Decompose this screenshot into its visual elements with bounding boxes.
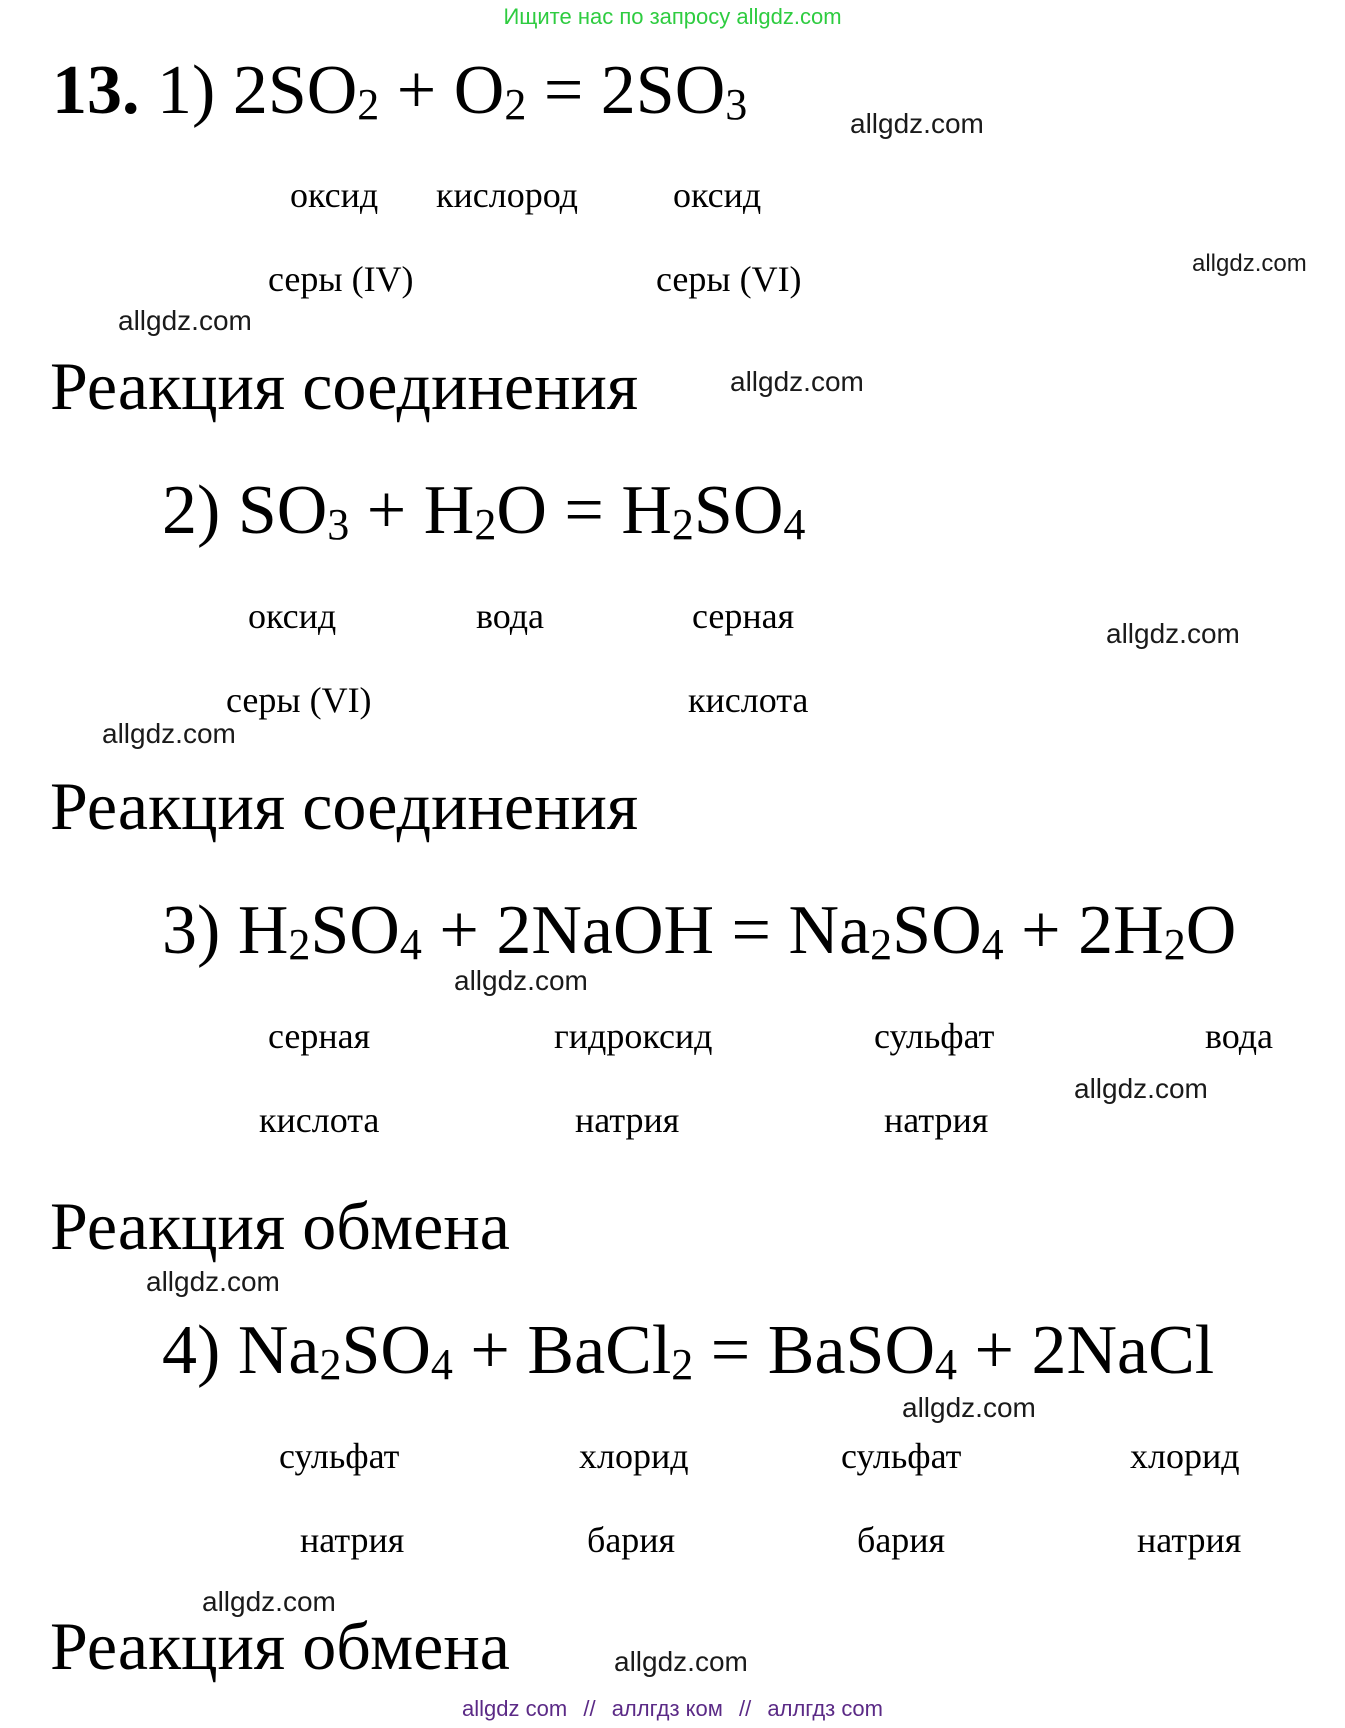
label: натрия [884,1100,989,1140]
label: серная [692,596,795,636]
reaction-type: Реакция соединения [50,768,639,844]
label: натрия [575,1100,680,1140]
problem-number: 13. [52,52,140,129]
label: оксид [290,175,379,215]
footer-link[interactable]: аллгдз com [767,1696,883,1721]
footer-separator: // [739,1696,752,1721]
label: сульфат [841,1436,962,1476]
watermark: allgdz.com [850,108,984,139]
equation-number: 1) [157,52,216,129]
watermark: allgdz.com [454,965,588,996]
label: сульфат [874,1016,995,1056]
label: бария [857,1520,946,1560]
label: вода [1205,1016,1274,1056]
reaction-type: Реакция обмена [50,1188,510,1264]
watermark: allgdz.com [1074,1073,1208,1104]
label: кислород [436,175,578,215]
watermark: allgdz.com [118,305,252,336]
watermark: allgdz.com [202,1586,336,1617]
label: серная [268,1016,371,1056]
top-banner[interactable]: Ищите нас по запросу allgdz.com [503,4,842,29]
footer-links [0,1698,1345,1720]
label: серы (IV) [268,259,414,299]
label: хлорид [579,1436,689,1476]
watermark: allgdz.com [146,1266,280,1297]
label: оксид [248,596,337,636]
equation-number: 3) [162,892,221,969]
footer-separator: // [583,1696,596,1721]
label: гидроксид [554,1016,713,1056]
watermark: allgdz.com [102,718,236,749]
equation-1: 13. 1) $2SO_2 + O_2 = 2SO_3$ [52,52,748,129]
label: натрия [1137,1520,1242,1560]
equation-number: 2) [162,472,221,549]
label: серы (VI) [226,680,372,720]
label: вода [476,596,545,636]
equation-2: 2) $SO_3 + H_2O = H_2SO_4$ [162,472,806,549]
reaction-type: Реакция обмена [50,1608,510,1684]
label: хлорид [1130,1436,1240,1476]
label: оксид [673,175,762,215]
equation-3: 3) $H_2SO_4$ + 2NaOH = $Na_2SO_4 + 2H_2O$ [162,892,1237,969]
watermark: allgdz.com [730,366,864,397]
reaction-type: Реакция соединения [50,348,639,424]
equation-4: 4) $Na_2SO_4$ + BaCl$_2$ = BaSO$_4$ + 2NaCl [162,1312,1215,1389]
watermark: allgdz.com [1106,618,1240,649]
label: кислота [688,680,809,720]
label: серы (VI) [656,259,802,299]
watermark: allgdz.com [614,1646,748,1677]
footer-link[interactable]: аллгдз ком [611,1696,723,1721]
label: сульфат [279,1436,400,1476]
equation-number: 4) [162,1312,221,1389]
label: бария [587,1520,676,1560]
footer-link[interactable]: allgdz com [462,1696,568,1721]
label: кислота [259,1100,380,1140]
watermark: allgdz.com [902,1392,1036,1423]
label: натрия [300,1520,405,1560]
watermark: allgdz.com [1192,250,1307,277]
